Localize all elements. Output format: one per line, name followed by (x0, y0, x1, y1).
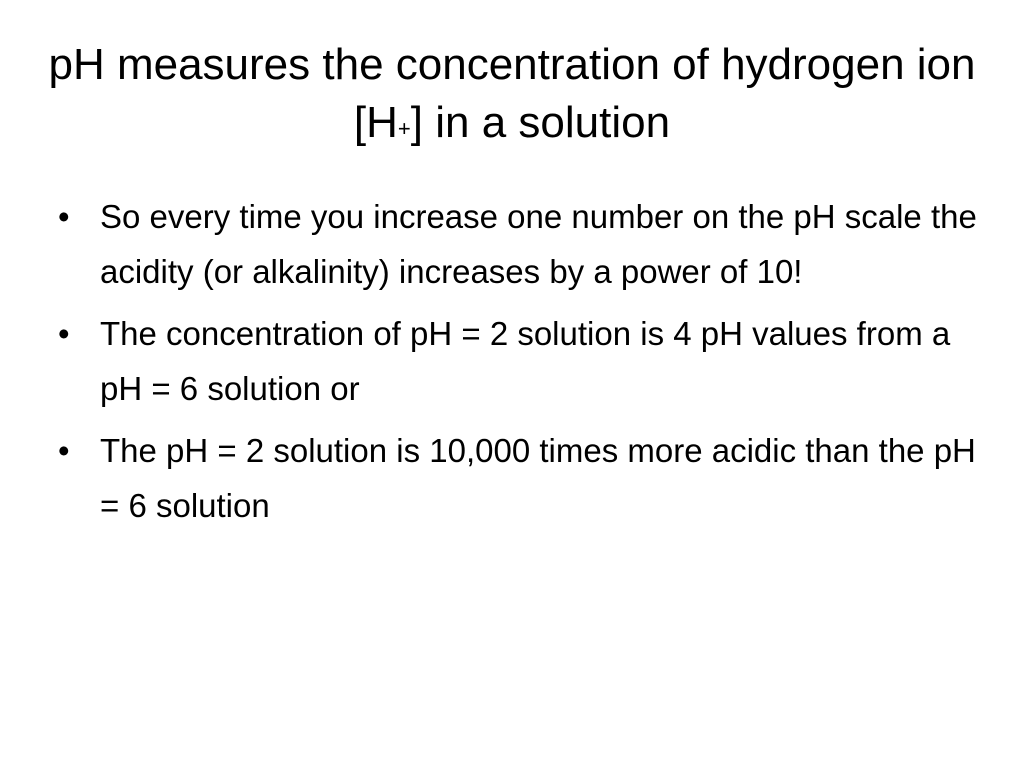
bullet-text: The concentration of pH = 2 solution is 4 pH values from a pH = 6 solution or (100, 315, 951, 407)
title-text: pH measures the concentration of hydrogen ion [H (48, 40, 976, 147)
bullet-item (58, 189, 978, 299)
title-superscript: + (397, 116, 411, 141)
bullet-icon: • (58, 315, 70, 352)
title-text-end: ] in a solution (410, 98, 671, 147)
bullet-icon: • (58, 198, 70, 235)
bullet-item (58, 423, 978, 533)
bullet-icon: • (58, 432, 70, 469)
bullet-text: So every time you increase one number on the pH scale the acidity (or alkalinity) increases by a power of 10! (100, 198, 977, 290)
bullet-list (58, 189, 978, 540)
slide-title (40, 36, 984, 152)
bullet-item (58, 306, 978, 416)
bullet-text: The pH = 2 solution is 10,000 times more acidic than the pH = 6 solution (100, 432, 976, 524)
